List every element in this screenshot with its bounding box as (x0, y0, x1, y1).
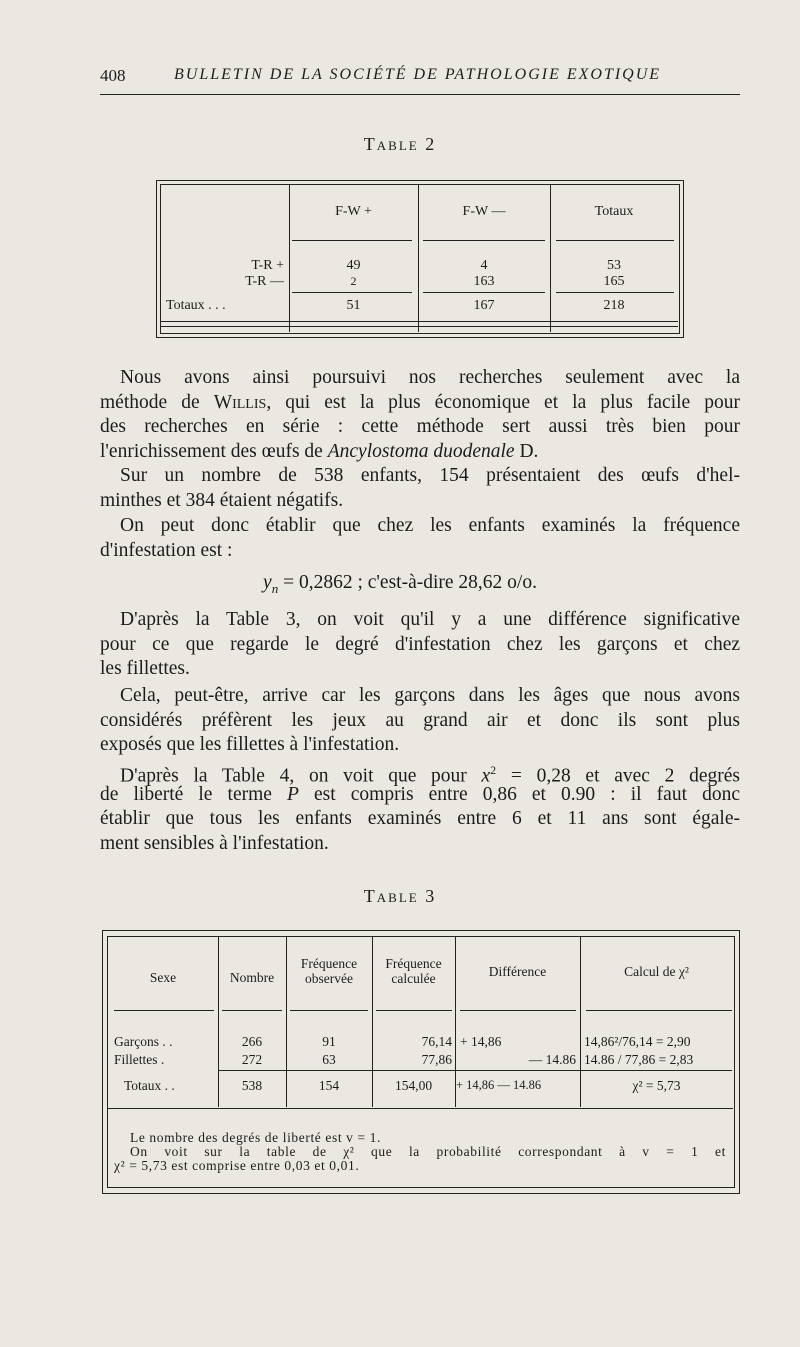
table3-cell: 154 (318, 1078, 340, 1093)
table2-rule (556, 240, 674, 241)
formula-text: = 0,2862 ; c'est-à-dire 28,62 o/o. (278, 572, 537, 593)
table2-cell: 53 (607, 258, 621, 273)
text-fragment: D'après la Table 4, on voit que pour (120, 765, 482, 787)
table2 (156, 180, 684, 340)
table2-cell: 51 (346, 298, 361, 313)
frequency-formula (0, 572, 800, 597)
header-rule (100, 94, 740, 95)
table3-rule (108, 1108, 733, 1109)
table3-cell: + 14,86 — 14.86 (456, 1078, 542, 1092)
table3-note-line: Le nombre des degrés de liberté est v = 1. (130, 1130, 381, 1145)
table2-header-totaux: Totaux (594, 204, 634, 219)
text-line (100, 758, 740, 787)
header-line: Fréquence (300, 956, 358, 971)
table3-header-nombre: Nombre (229, 970, 275, 985)
text-line: des recherches en série : cette méthode sert aussi très bien pour (100, 416, 740, 437)
paragraph (100, 514, 740, 563)
paragraph (100, 758, 740, 856)
text-line: considérés préfèrent les jeux au grand air et donc ils sont plus (100, 709, 740, 731)
table2-header-fw-minus: F-W — (462, 204, 506, 219)
table2-cell: 163 (473, 274, 495, 289)
text-line: On peut donc établir que chez les enfants examinés la fréquence (120, 515, 740, 536)
table3-rule (290, 1010, 368, 1011)
table3-row-label: Garçons . . (114, 1034, 173, 1049)
table3-rule (586, 1010, 732, 1011)
table2-row-label: T-R + (251, 258, 284, 273)
table2-cell: 2 (350, 274, 357, 288)
running-header (100, 66, 740, 96)
text-line (100, 391, 740, 416)
table2-rule (423, 240, 545, 241)
table3-header-sexe: Sexe (149, 970, 177, 985)
table3-note-line: On voit sur la table de χ² que la probabilité correspondant à v = 1 et (130, 1144, 726, 1159)
text-fragment: = 0,28 et avec 2 degrés (496, 765, 740, 787)
table2-rule (292, 292, 412, 293)
table3-cell: χ² = 5,73 (632, 1078, 681, 1093)
text-fragment: est compris entre 0,86 et 0.90 : il faut donc (298, 783, 740, 805)
table2-cell: 218 (603, 298, 625, 313)
species-name: Ancylostoma duodenale (327, 440, 515, 462)
text-line: Nous avons ainsi poursuivi nos recherches seulement avec la (120, 367, 740, 388)
text-line: pour ce que regarde le degré d'infestation chez les garçons et chez (100, 633, 740, 655)
text-line: exposés que les fillettes à l'infestation. (100, 734, 400, 755)
math-variable: x (481, 765, 491, 787)
table3-cell: 14,86²/76,14 = 2,90 (584, 1034, 691, 1049)
formula-variable: y (263, 572, 272, 593)
paragraph (100, 684, 740, 758)
text-line: minthes et 384 étaient négatifs. (100, 489, 344, 511)
table3-cell: — 14.86 (528, 1052, 576, 1067)
header-line: calculée (391, 971, 436, 986)
table3-header-calculee (372, 956, 455, 986)
text-line: les fillettes. (100, 658, 190, 679)
table2-rule (423, 292, 545, 293)
math-variable: P (287, 783, 299, 805)
table3-cell: 538 (241, 1078, 263, 1093)
formula-subscript: n (271, 580, 279, 596)
table2-row-label: T-R — (245, 274, 284, 289)
table3 (102, 930, 740, 1195)
table3-cell: 14.86 / 77,86 = 2,83 (584, 1052, 694, 1067)
table2-rule (556, 292, 674, 293)
table2-rule (161, 326, 678, 327)
text-fragment: , qui est la plus économique et la plus facile pour (266, 391, 740, 413)
text-fragment: l'enrichissement des œufs de (100, 440, 328, 462)
table3-rule (222, 1010, 282, 1011)
author-name: Willis (213, 391, 267, 413)
table2-cell: 4 (480, 258, 488, 273)
table2-header-fw-plus: F-W + (335, 204, 372, 219)
table3-rule (218, 1070, 732, 1071)
table2-cell: 167 (473, 298, 495, 313)
table3-header-difference: Différence (488, 964, 547, 979)
table3-cell: 77,86 (421, 1052, 452, 1067)
text-line: Cela, peut-être, arrive car les garçons dans les âges que nous avons (120, 685, 740, 706)
journal-title: BULLETIN DE LA SOCIÉTÉ DE PATHOLOGIE EXOTIQUE (174, 66, 662, 83)
text-line: Sur un nombre de 538 enfants, 154 présentaient des œufs d'hel- (120, 465, 740, 486)
table3-header-observee (286, 956, 372, 986)
table3-rule (460, 1010, 576, 1011)
table3-title: Table 3 (363, 886, 437, 906)
table2-cell: 165 (603, 274, 625, 289)
table3-note-line: χ² = 5,73 est comprise entre 0,03 et 0,01. (114, 1158, 360, 1173)
table3-rule (376, 1010, 452, 1011)
text-line: établir que tous les enfants examinés entre 6 et 11 ans sont égale- (100, 808, 740, 829)
table2-rule (161, 321, 678, 322)
text-line: D'après la Table 3, on voit qu'il y a une différence significative (120, 609, 740, 630)
math-exponent: 2 (490, 763, 497, 777)
table2-rule (292, 240, 412, 241)
text-fragment: de liberté le terme (100, 783, 287, 805)
paragraph (100, 366, 740, 464)
text-line (100, 783, 740, 808)
table3-cell: 272 (241, 1052, 263, 1067)
text-fragment: méthode de (100, 391, 214, 413)
text-line: ment sensibles à l'infestation. (100, 832, 329, 854)
table3-cell: 154,00 (394, 1078, 433, 1093)
page-number: 408 (100, 66, 126, 85)
text-fragment: D. (514, 440, 539, 462)
table3-rule (114, 1010, 214, 1011)
table2-row-label: Totaux . . . (166, 298, 226, 313)
paragraph (100, 608, 740, 682)
header-line: Fréquence (385, 956, 442, 971)
header-line: observée (305, 971, 353, 986)
table2-title: Table 2 (363, 134, 437, 154)
table3-row-label: Totaux . . (124, 1078, 175, 1093)
text-line (100, 440, 740, 465)
table3-cell: + 14,86 (460, 1034, 502, 1049)
table2-cell: 49 (346, 258, 361, 273)
table3-cell: 266 (241, 1034, 263, 1049)
table3-cell: 91 (322, 1034, 336, 1049)
table3-cell: 63 (322, 1052, 336, 1067)
table3-row-label: Fillettes . (114, 1052, 165, 1067)
table3-cell: 76,14 (421, 1034, 452, 1049)
paragraph (100, 464, 740, 513)
table3-header-calcul: Calcul de χ² (624, 964, 689, 979)
text-line: d'infestation est : (100, 539, 233, 561)
